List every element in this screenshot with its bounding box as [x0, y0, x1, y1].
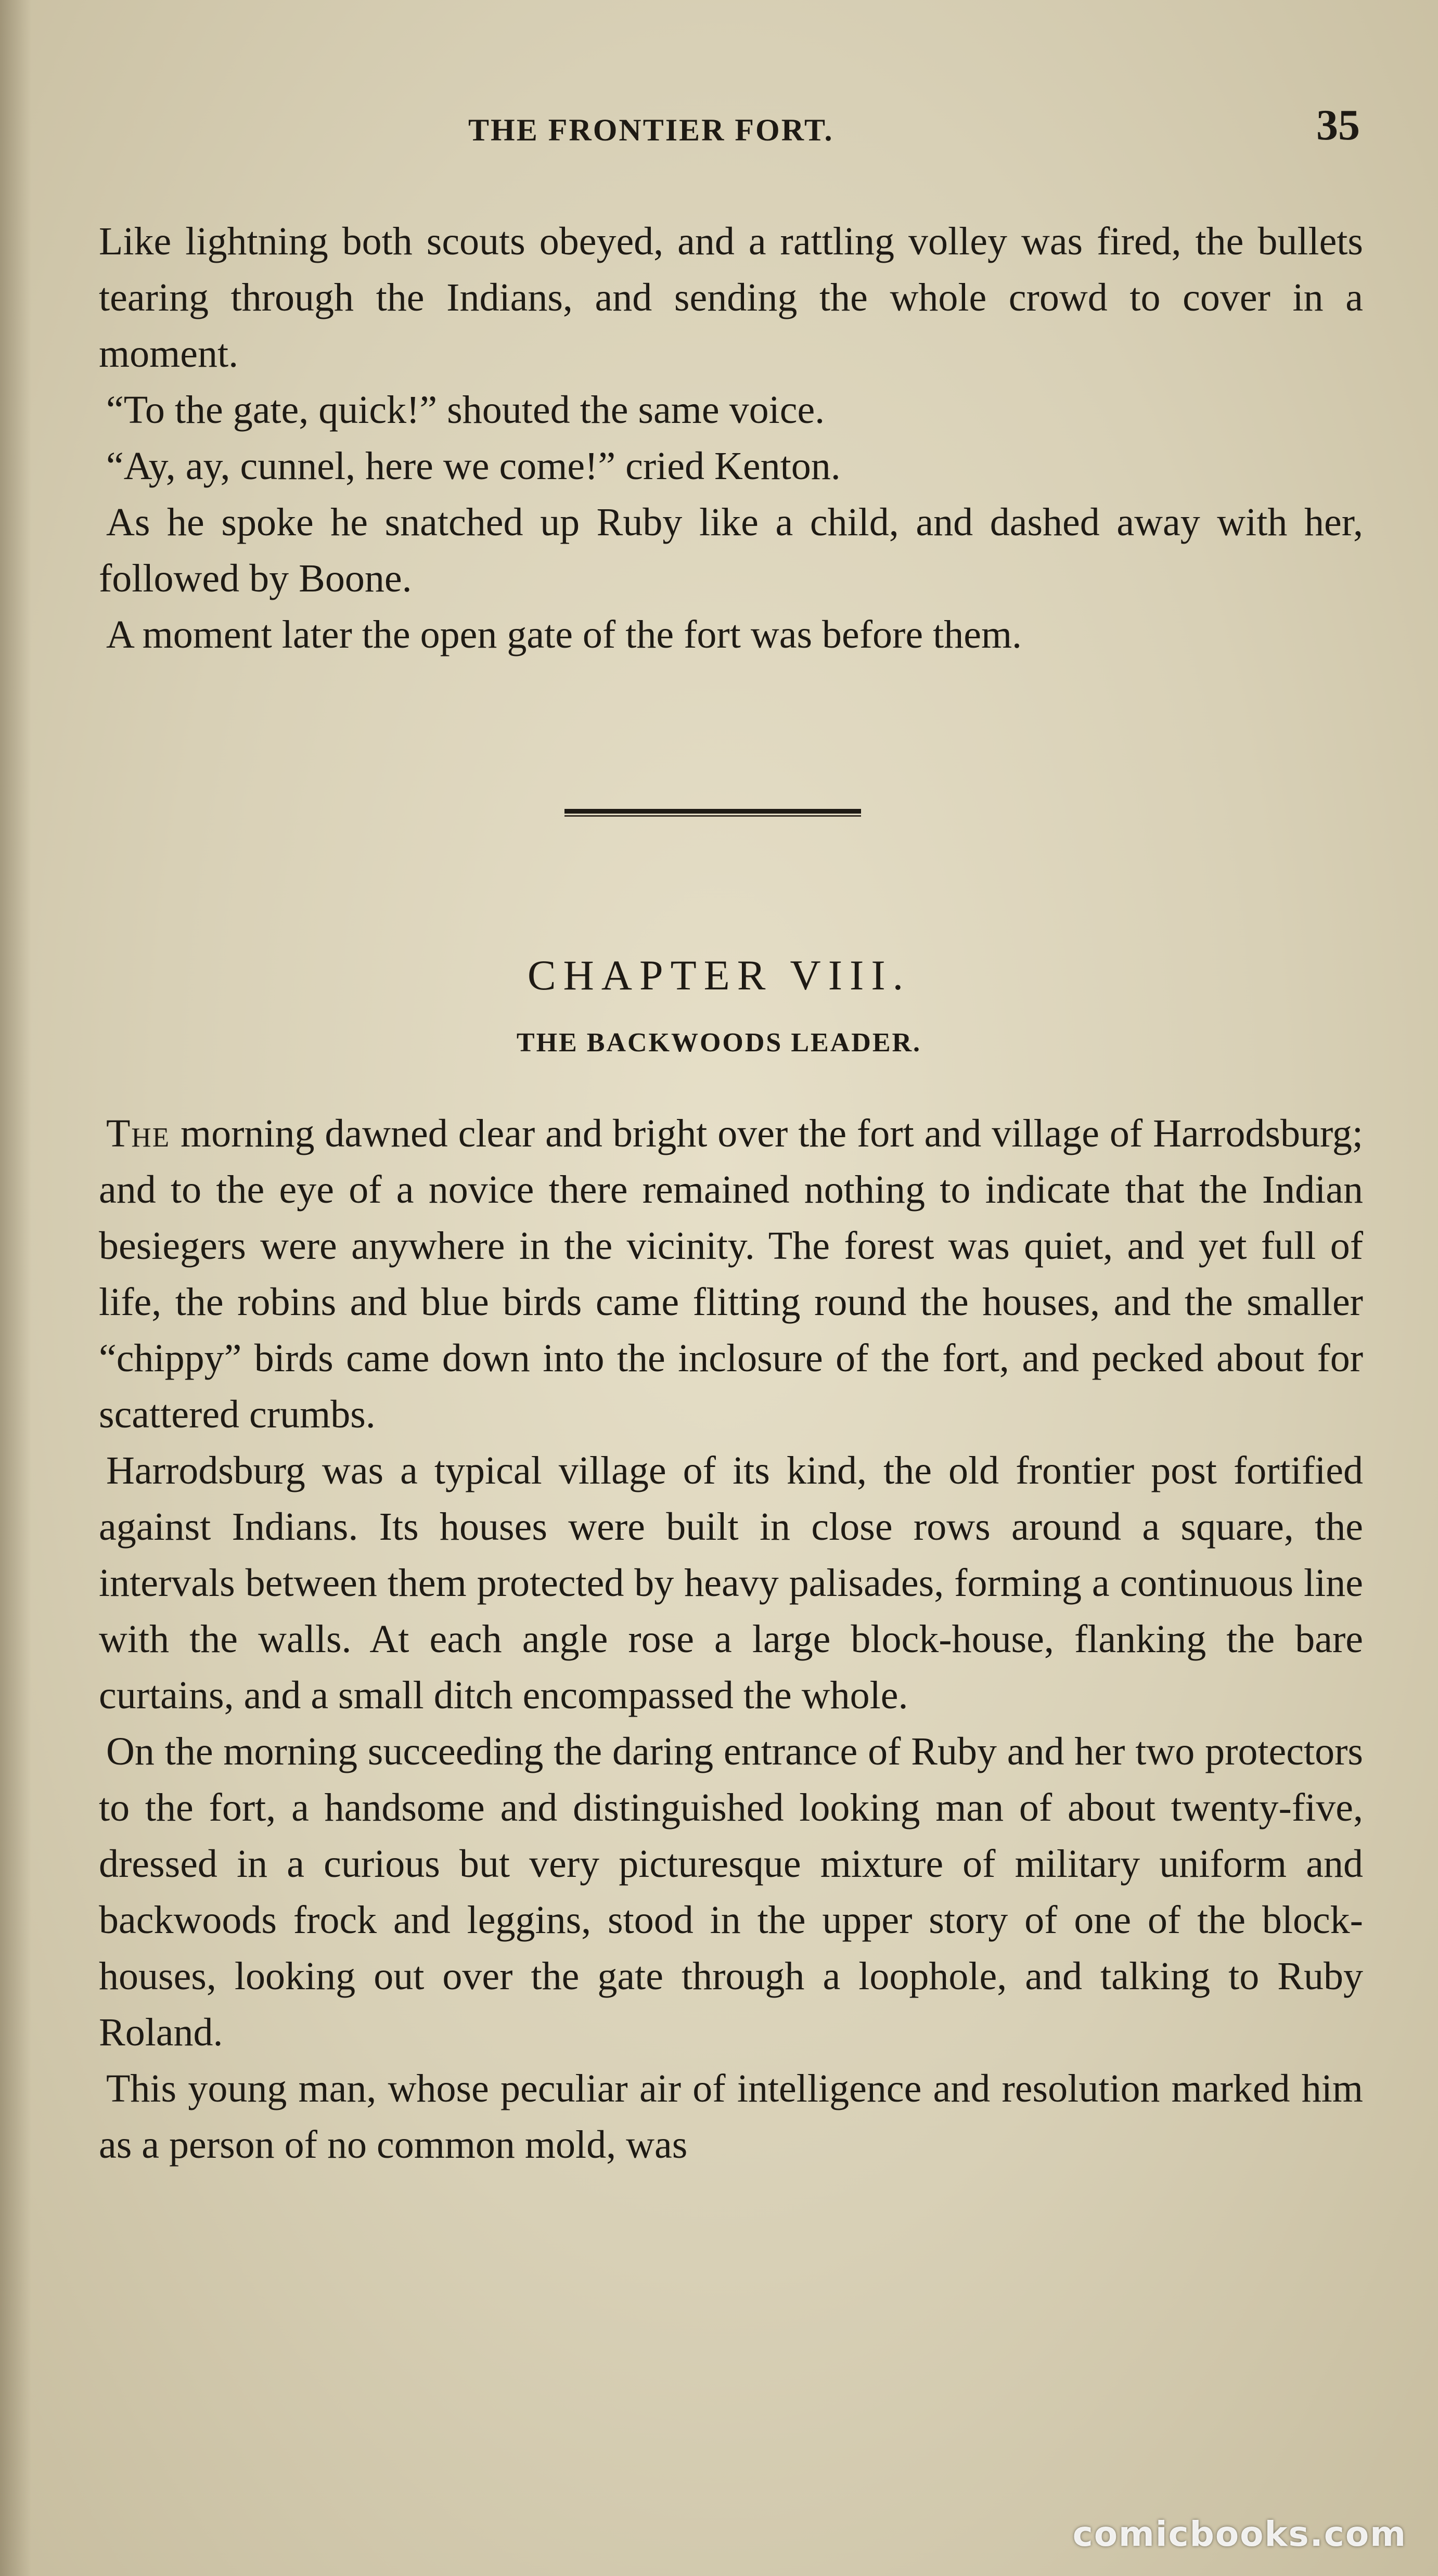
paragraph: As he spoke he snatched up Ruby like a child, and dashed away with her, followed by Boone. — [99, 500, 1363, 600]
page-number: 35 — [1316, 101, 1360, 149]
paragraph: This young man, whose peculiar air of intelligence and resolution marked him as a person of no common mold, was — [99, 2067, 1363, 2167]
paragraph: On the morning succeeding the daring entrance of Ruby and her two protectors to the fort, a handsome and distinguished looking man of about twenty-five, dressed in a curious but very picturesque mixture of military uniform and backwoods frock and leggins, stood in the upper story of one of the block-houses, looking out over the gate through a loophole, and talking to Ruby Roland. — [99, 1730, 1363, 2054]
paragraph-text: morning dawned clear and bright over the fort and village of Harrodsburg; and to the eye of a novice there remained nothing to indicate that the Indian besiegers were anywhere in the vicinity. The forest was quiet, and yet full of life, the robins and blue birds came flitting round the houses, and the smaller “chippy” birds came down into the inclosure of the fort, and pecked about for scattered crumbs. — [99, 1112, 1363, 1436]
chapter-subtitle: THE BACKWOODS LEADER. — [516, 1028, 922, 1058]
paragraph: A moment later the open gate of the fort was before them. — [106, 613, 1022, 656]
section-divider-rule — [564, 809, 861, 814]
opening-paragraph — [99, 1105, 1363, 1442]
paragraph: Harrodsburg was a typical village of its kind, the old frontier post fortified against Indians. Its houses were built in close rows around a square, the intervals between them protected by heavy palisades, forming a continuous line with the walls. At each angle rose a large block-house, flanking the bare curtains, and a small ditch encompassed the whole. — [99, 1449, 1363, 1717]
site-watermark: comicbooks.com — [1072, 2514, 1407, 2554]
paragraph: “To the gate, quick!” shouted the same voice. — [106, 388, 825, 432]
paragraph: “Ay, ay, cunnel, here we come!” cried Kenton. — [106, 444, 841, 488]
running-header: THE FRONTIER FORT. — [468, 113, 834, 147]
paragraph: Like lightning both scouts obeyed, and a rattling volley was fired, the bullets tearing through the Indians, and sending the whole crowd to cover in a moment. — [99, 220, 1363, 376]
lead-word: The — [106, 1112, 171, 1155]
scene-ending-text — [99, 213, 1363, 663]
chapter-body-text — [99, 1105, 1363, 2173]
chapter-heading: CHAPTER VIII. — [527, 951, 911, 999]
